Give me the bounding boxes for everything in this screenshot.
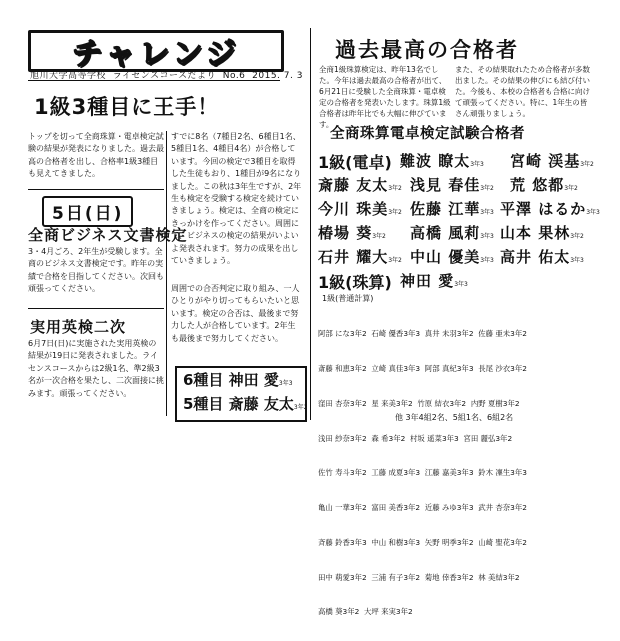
business-body	[28, 246, 164, 296]
newsletter-name: ライセンスコースだより	[112, 71, 216, 81]
passer-name: 椿場 葵3年2	[318, 224, 386, 242]
passer-name: 荒 悠都3年2	[510, 176, 578, 194]
results-intro-2	[455, 64, 590, 119]
results-intro-text: 全商1級珠算検定は、昨年13名でした。今年は過去最高の合格者が出て、6月21日に受験した全商珠算・電卓検定の合格者を発表いたします。珠算1級合格者は昨年比でも大幅に伸びています。	[319, 65, 451, 129]
passer-name: 斎藤 友太3年2	[318, 176, 402, 194]
lead-col1-text: トップを切って全商珠算・電卓検定試験の結果が発表になりました。過去最高の合格者を出し、合格率1級3種目も見えてきました。	[28, 132, 164, 179]
passer-name: 今川 珠美3年2	[318, 200, 402, 218]
event-count-label: 6種目	[183, 371, 224, 389]
results-subtitle: 全商珠算電卓検定試験合格者	[330, 126, 525, 142]
dentaku-label: 1級(電卓)	[318, 153, 392, 172]
passer-name: 平澤 はるか3年3	[500, 200, 600, 218]
issue-number: No.6	[222, 71, 246, 81]
list-footer: 他 3年4組2名、5組1名、6組2名	[395, 413, 514, 422]
list-row: 窪田 杏奈3年2 星 来美3年2 竹原 結衣3年2 内野 夏樹3年2	[318, 398, 520, 408]
lead-column-1	[28, 131, 164, 181]
passer-name: 高井 佑太3年3	[500, 248, 584, 266]
lead-title: 1級3種目に王手！	[34, 95, 220, 119]
passer-name: 山本 果林3年2	[500, 224, 584, 242]
results-intro-text-2: また、その結果取れたため合格者が多数出ました。その結果の伸びにも結び付いた。今後も、本校の合格者も合格に向けて頑張ってください。特に、1年生の皆さん頑張りましょう。	[455, 65, 590, 118]
list-row: 亀山 一華3年2 富田 美香3年2 近藤 みゆ3年3 武井 杏奈3年2	[318, 503, 527, 513]
results-intro	[319, 64, 451, 130]
top-achiever-row	[183, 370, 299, 394]
passer-name: 高橋 風莉3年3	[410, 224, 494, 242]
business-text: 3・4月ごろ、2年生が受験します。全商のビジネス文書検定です。昨年の実績で合格を目指してください。次回も頑張ってください。	[28, 247, 164, 294]
list-row: 斎藤 和恵3年2 立崎 真佳3年3 阿部 真紀3年3 長尾 沙衣3年2	[318, 363, 527, 373]
student-grade: 3年3	[278, 380, 293, 387]
passer-name: 難波 瞭太3年3	[400, 152, 484, 170]
list-row: 浅田 紗奈3年2 森 希3年2 村坂 遥菜3年3 宮田 麗弘3年2	[318, 433, 513, 443]
eiken-title: 実用英検二次	[30, 318, 127, 336]
list-row: 阿部 にな3年2 石崎 優香3年3 真井 未羽3年2 佐藤 亜未3年2	[318, 329, 527, 339]
business-date-box: 5日(日)	[42, 196, 133, 227]
list-row: 斉藤 鈴香3年3 中山 和樹3年3 矢野 明季3年2 山崎 聖花3年2	[318, 537, 527, 547]
passer-name: 宮崎 渓基3年2	[510, 152, 594, 170]
top-achievers-box	[175, 366, 307, 422]
lead-column-2	[171, 131, 303, 267]
passer-name: 佐藤 江華3年3	[410, 200, 494, 218]
results-title: 過去最高の合格者	[335, 38, 519, 62]
school-name: 旭川大学高等学校	[30, 71, 107, 81]
top-achiever-row	[183, 394, 308, 418]
list-heading: 1級(普通計算)	[322, 294, 374, 303]
business-title: 全商ビジネス文書検定	[28, 226, 188, 244]
passer-list	[318, 305, 527, 641]
student-name: 神田 愛	[228, 371, 279, 389]
shuzan-label: 1級(珠算)	[318, 273, 392, 292]
eiken-text: 6月7日(日)に実施された実用英検の結果が19日に発表されました。ライセンスコースからは2級1名、準2級3名が一次合格を果たし、二次面接に挑みます。頑張ってください。	[28, 339, 164, 398]
newsletter-logo: チャレンジ	[28, 30, 284, 72]
event-count-label: 5種目	[183, 395, 224, 413]
passer-name: 中山 優美3年3	[410, 248, 494, 266]
passer-name: 神田 愛3年3	[400, 272, 468, 290]
cont-column	[171, 283, 303, 345]
list-row: 田中 萌愛3年2 三浦 有子3年2 菊地 倖香3年2 林 美結3年2	[318, 572, 520, 582]
student-grade: 3年2	[293, 404, 308, 411]
issue-date: 2015. 7. 3	[252, 71, 303, 81]
passer-name: 浅見 春佳3年2	[410, 176, 494, 194]
cont-text: 周囲での合否判定に取り組み、一人ひとりがやり切ってもらいたいと思います。検定の合否は、最後まで努力した人が合格しています。2年生も最後まで努力してください。	[171, 284, 300, 343]
eiken-body	[28, 338, 164, 400]
list-row: 高橋 葵3年2 大坪 来実3年2	[318, 607, 413, 617]
list-row: 佐竹 寿斗3年2 工藤 成夏3年3 江藤 嘉美3年3 鈴木 凜生3年3	[318, 468, 527, 478]
lead-col2-text: すでに8名（7種目2名、6種目1名、5種目1名、4種目4名）が合格しています。今回の検定で3種目を取得した生徒もおり、1種目が9名になりました。この秋は3年生ですが、2年生も検定を受験する検定を続けていきましょう。検定は、全商の検定にきっかけを作ってください。周囲にて、ビジネスの検定の結果がいよいよ発表されます。努力の成果を出していきましょう。	[171, 132, 302, 266]
passer-name: 石井 耀大3年2	[318, 248, 402, 266]
student-name: 斎藤 友太	[228, 395, 294, 413]
